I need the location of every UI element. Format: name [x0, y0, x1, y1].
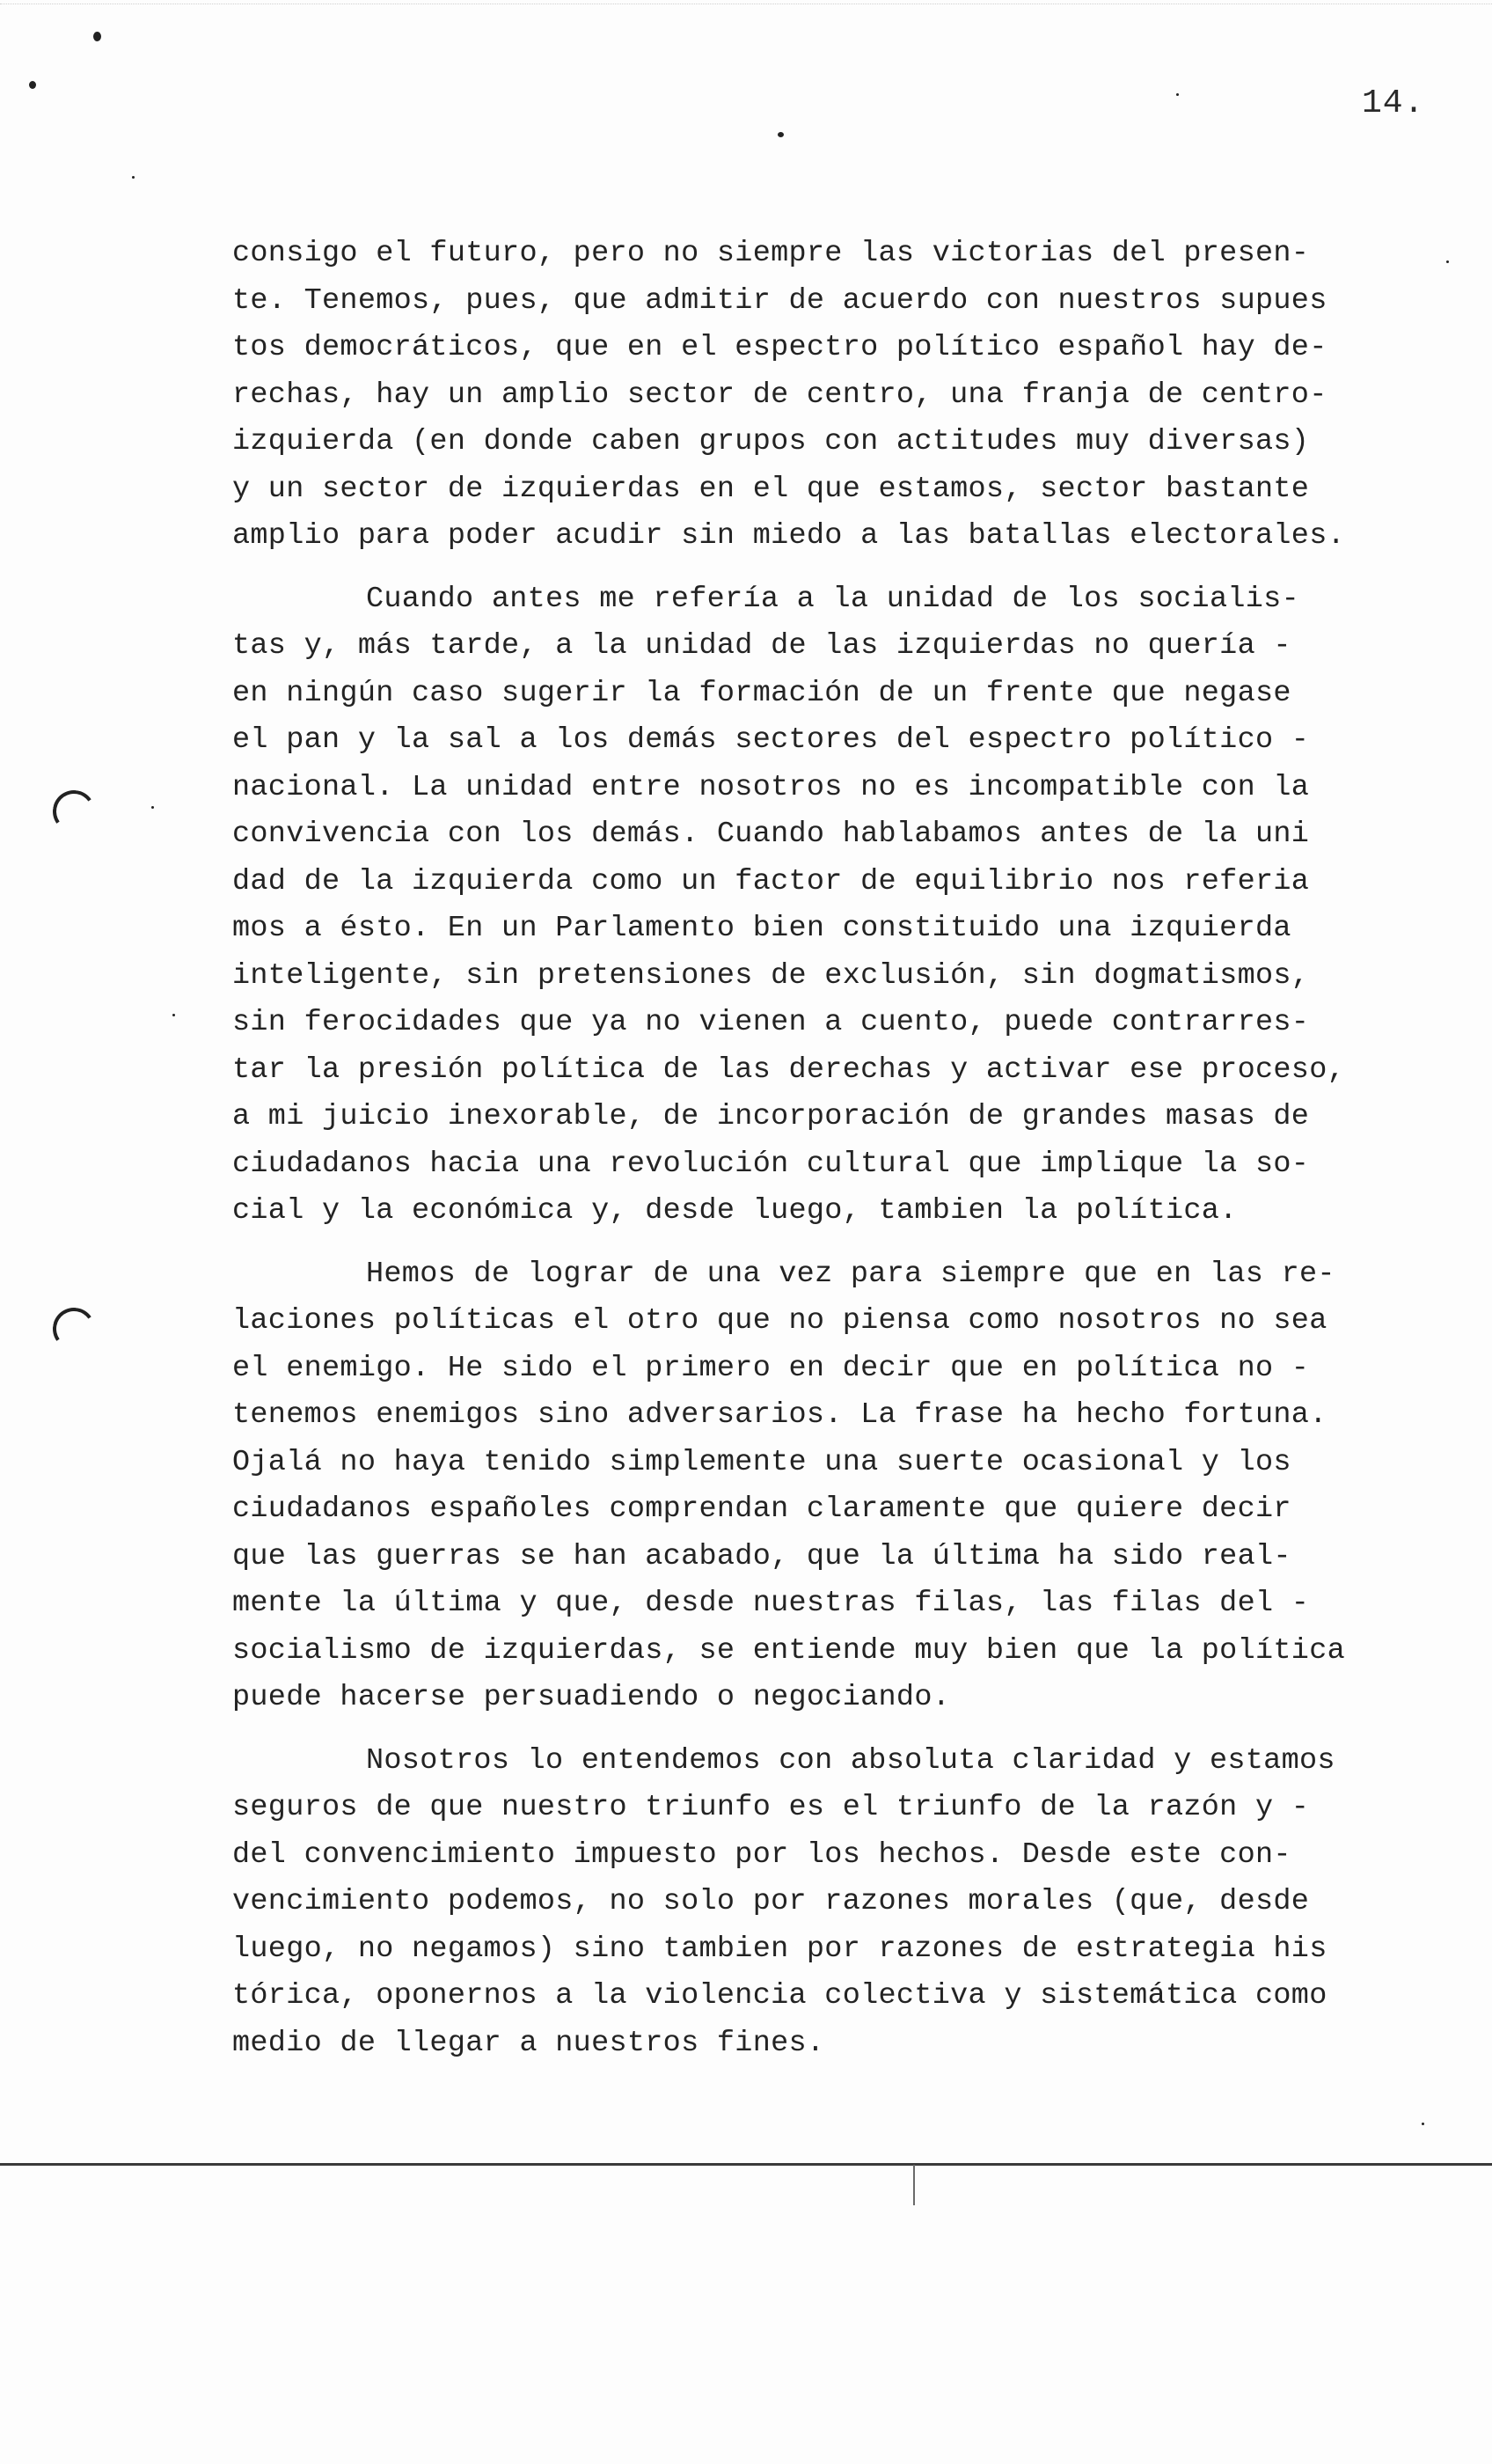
scan-speck: [172, 1014, 175, 1016]
text-line: Cuando antes me refería a la unidad de los socialis-: [366, 582, 1299, 616]
text-line: el enemigo. He sido el primero en decir que en política no -: [232, 1351, 1310, 1385]
text-line: consigo el futuro, pero no siempre las victorias del presen-: [232, 237, 1310, 270]
text-line: mos a ésto. En un Parlamento bien constituido una izquierda: [232, 912, 1291, 945]
text-line: cial y la económica y, desde luego, tambien la política.: [232, 1194, 1238, 1228]
scan-speck: [29, 81, 36, 89]
text-line: el pan y la sal a los demás sectores del espectro político -: [232, 723, 1310, 757]
scan-speck: [93, 32, 101, 41]
page-number: 14.: [1362, 84, 1425, 122]
paragraph-2: [232, 576, 1429, 1236]
text-line: nacional. La unidad entre nosotros no es incompatible con la: [232, 770, 1310, 804]
text-line: vencimiento podemos, no solo por razones morales (que, desde: [232, 1885, 1310, 1918]
text-line: dad de la izquierda como un factor de equilibrio nos referia: [232, 864, 1310, 898]
text-line: medio de llegar a nuestros fines.: [232, 2026, 825, 2060]
text-line: luego, no negamos) sino tambien por razones de estrategia his: [232, 1932, 1327, 1966]
scan-speck: [1446, 260, 1449, 263]
body-text: [232, 231, 1429, 2067]
text-line: socialismo de izquierdas, se entiende muy bien que la política: [232, 1633, 1346, 1668]
text-line: ciudadanos españoles comprendan claramente que quiere decir: [232, 1492, 1291, 1526]
paragraph-3: [232, 1251, 1429, 1722]
rule-tick-mark: [913, 2165, 915, 2205]
text-line: convivencia con los demás. Cuando hablabamos antes de la uni: [232, 818, 1310, 851]
text-line: rechas, hay un amplio sector de centro, una franja de centro-: [232, 378, 1327, 412]
text-line: en ningún caso sugerir la formación de un frente que negase: [232, 676, 1291, 710]
text-line: Ojalá no haya tenido simplemente una suerte ocasional y los: [232, 1445, 1291, 1479]
text-line: tas y, más tarde, a la unidad de las izquierdas no quería -: [232, 629, 1291, 663]
text-line: amplio para poder acudir sin miedo a las batallas electorales.: [232, 519, 1346, 553]
paragraph-4: [232, 1738, 1429, 2068]
text-line: tenemos enemigos sino adversarios. La frase ha hecho fortuna.: [232, 1398, 1327, 1432]
text-line: tórica, oponernos a la violencia colectiva y sistemática como: [232, 1979, 1327, 2013]
scan-mark: [49, 1304, 99, 1353]
text-line: ciudadanos hacia una revolución cultural que implique la so-: [232, 1147, 1310, 1181]
paragraph-1: [232, 231, 1429, 561]
page-bottom-rule: [0, 2163, 1492, 2166]
scan-speck: [778, 132, 784, 137]
text-line: del convencimiento impuesto por los hechos. Desde este con-: [232, 1837, 1291, 1872]
text-line: izquierda (en donde caben grupos con actitudes muy diversas): [232, 425, 1310, 458]
text-line: te. Tenemos, pues, que admitir de acuerdo con nuestros supues: [232, 283, 1327, 318]
scan-mark: [49, 787, 99, 836]
text-line: que las guerras se han acabado, que la última ha sido real-: [232, 1539, 1291, 1573]
text-line: y un sector de izquierdas en el que estamos, sector bastante: [232, 472, 1310, 506]
text-line: laciones políticas el otro que no piensa como nosotros no sea: [232, 1304, 1327, 1338]
text-line: puede hacerse persuadiendo o negociando.: [232, 1681, 951, 1714]
text-line: inteligente, sin pretensiones de exclusión, sin dogmatismos,: [232, 958, 1310, 993]
text-line: seguros de que nuestro triunfo es el triunfo de la razón y -: [232, 1791, 1310, 1824]
scan-speck: [1176, 93, 1179, 96]
text-line: mente la última y que, desde nuestras filas, las filas del -: [232, 1587, 1310, 1620]
text-line: a mi juicio inexorable, de incorporación de grandes masas de: [232, 1100, 1310, 1133]
text-line: tos democráticos, que en el espectro político español hay de-: [232, 331, 1327, 364]
text-line: Nosotros lo entendemos con absoluta claridad y estamos: [366, 1743, 1335, 1778]
text-line: Hemos de lograr de una vez para siempre que en las re-: [366, 1257, 1335, 1291]
scan-speck: [132, 176, 135, 179]
text-line: sin ferocidades que ya no vienen a cuento, puede contrarres-: [232, 1006, 1310, 1039]
scan-speck: [151, 806, 154, 809]
scan-speck: [1422, 2123, 1424, 2125]
text-line: tar la presión política de las derechas y activar ese proceso,: [232, 1052, 1346, 1087]
